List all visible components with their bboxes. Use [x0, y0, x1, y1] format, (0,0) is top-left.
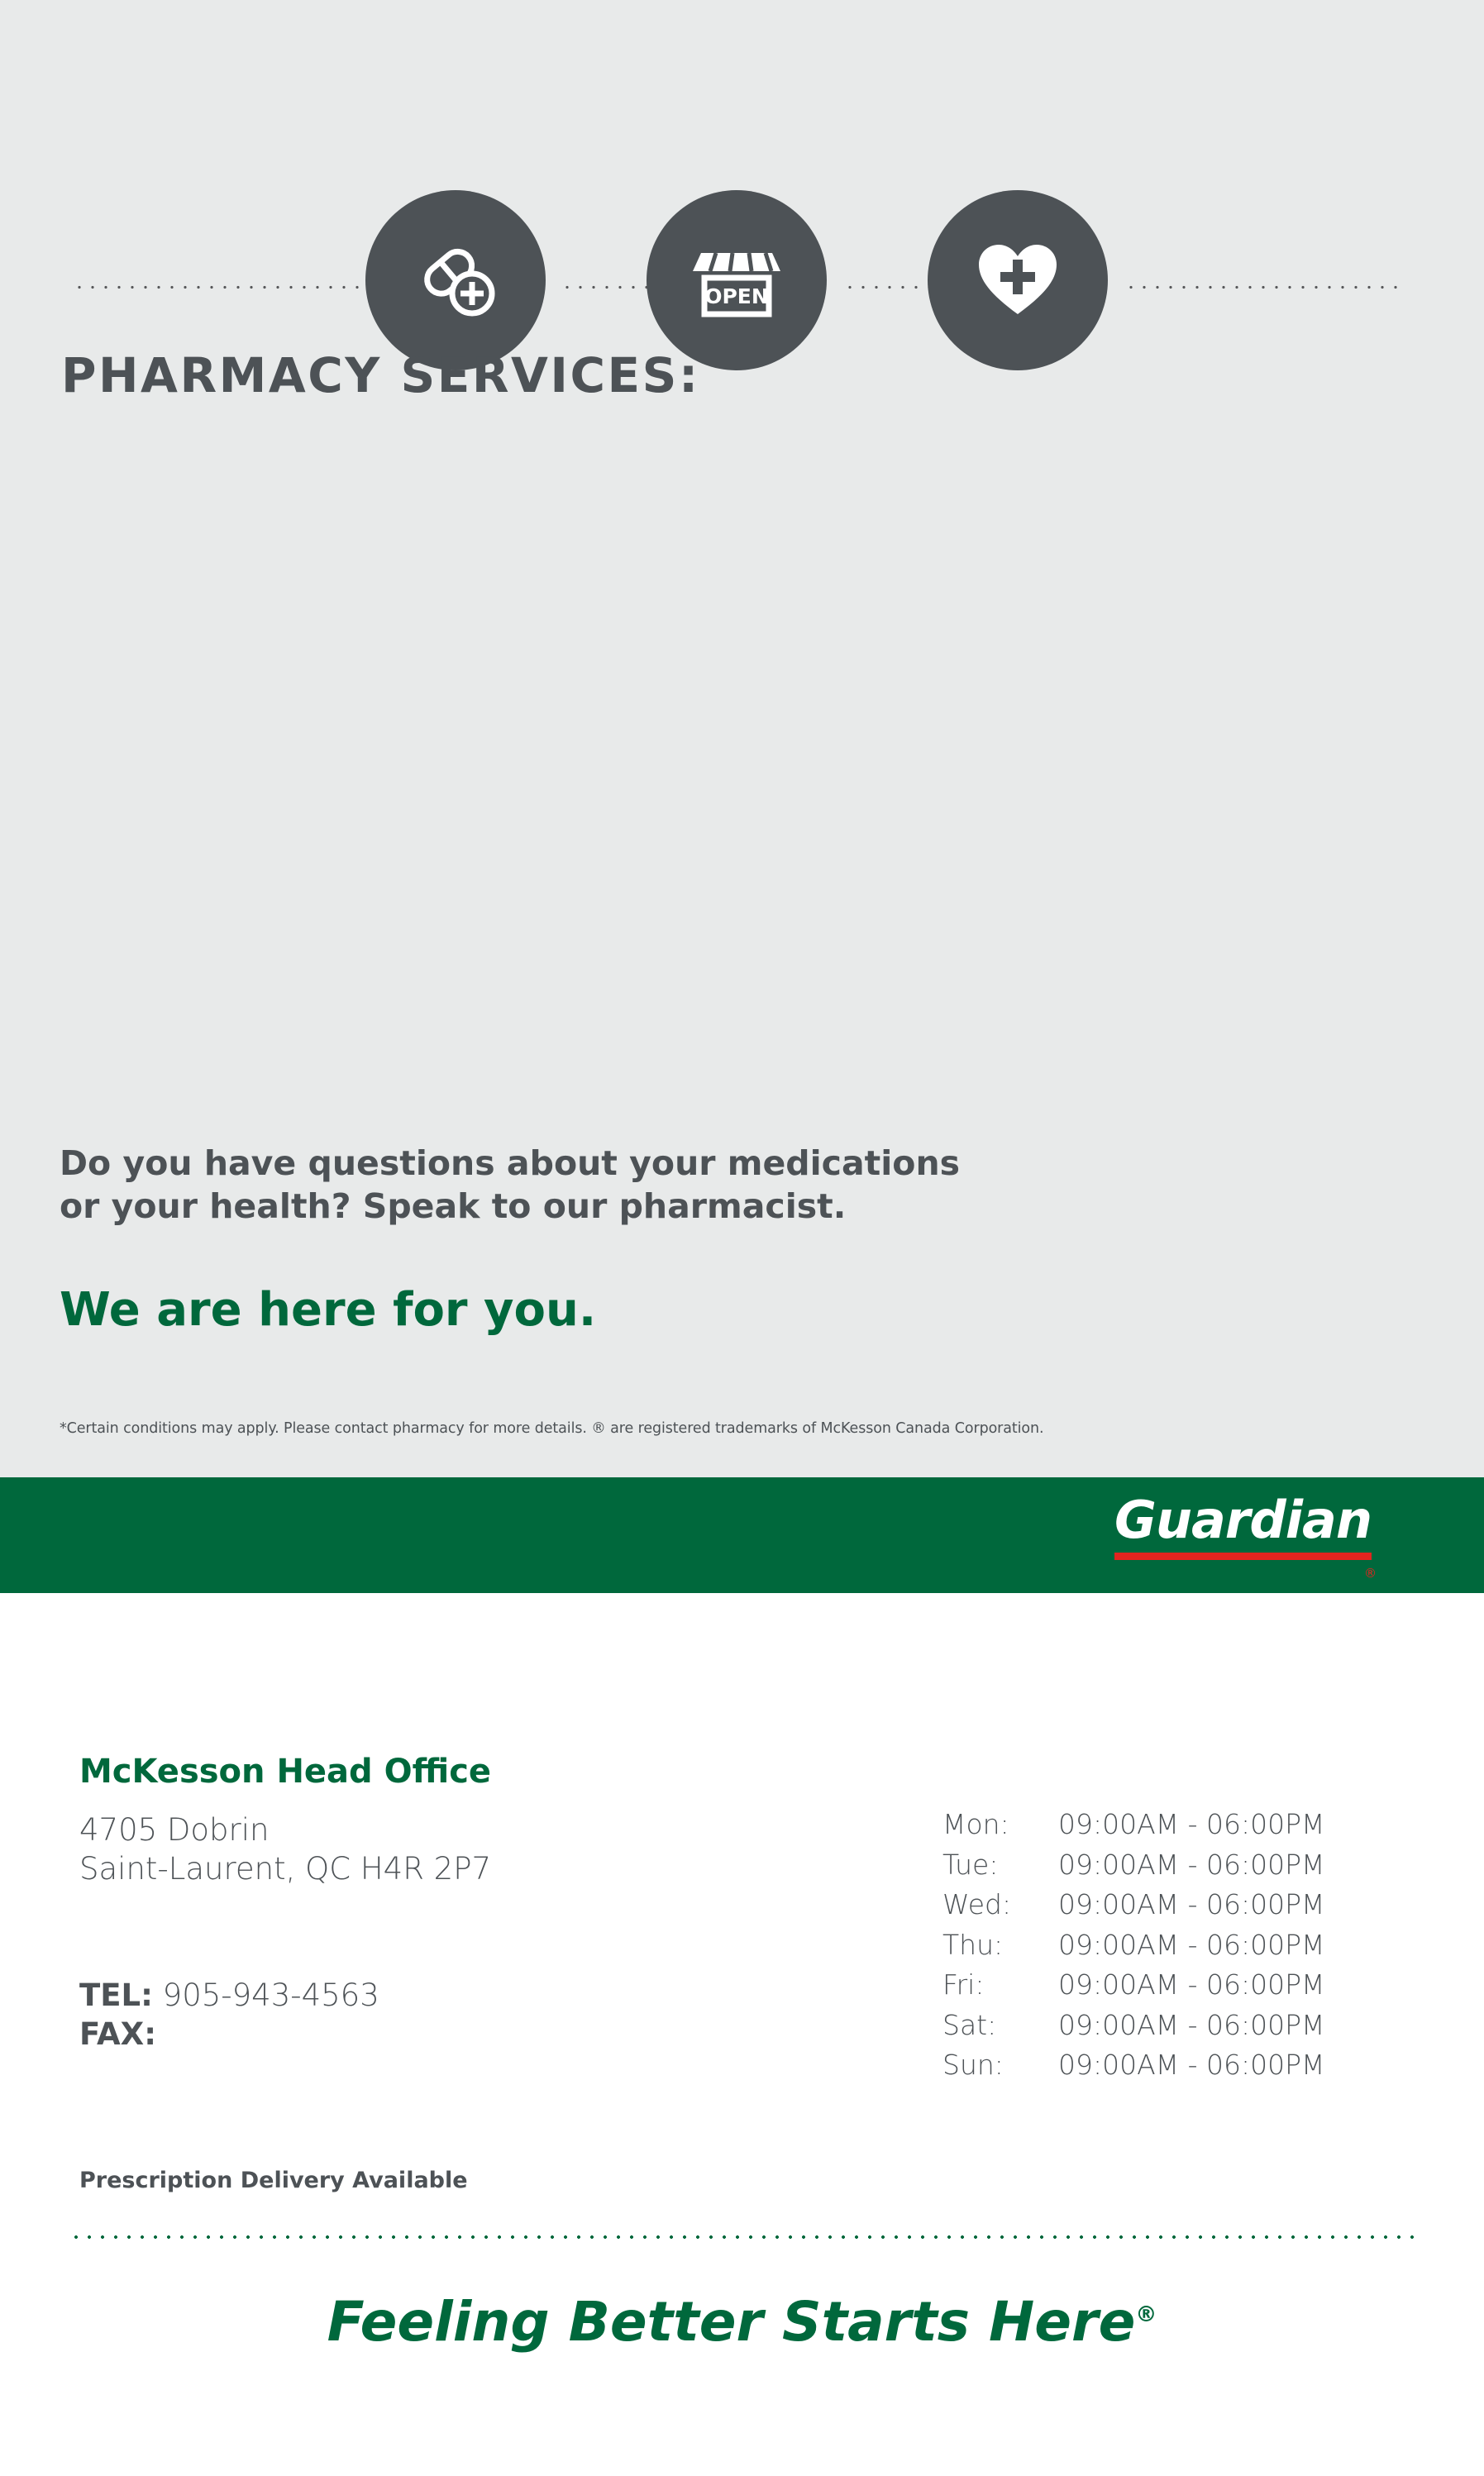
- pill-plus-icon: [365, 190, 546, 370]
- guardian-wordmark: Guardian: [1114, 1490, 1372, 1550]
- telephone-row: [79, 1976, 379, 2015]
- dotted-line-left: [73, 285, 362, 289]
- hours-day: Sun:: [942, 2049, 1004, 2081]
- dotted-line-right: [1124, 285, 1405, 289]
- guardian-logo: [1114, 1490, 1372, 1560]
- hours-row: [942, 2045, 1325, 2086]
- disclaimer-text: *Certain conditions may apply. Please contact pharmacy for more details. ® are registered trademarks of McKesson Canada Corporation.: [60, 1420, 1044, 1437]
- store-address: [79, 1810, 491, 1889]
- hours-time: 09:00AM - 06:00PM: [1058, 2049, 1325, 2081]
- address-line-2: Saint-Laurent, QC H4R 2P7: [79, 1851, 492, 1887]
- hours-row: [942, 2006, 1325, 2046]
- icon-strip: [0, 98, 1484, 308]
- hours-time: 09:00AM - 06:00PM: [1058, 1808, 1325, 1840]
- hours-row: [942, 1845, 1325, 1886]
- questions-block: [60, 1143, 1233, 1228]
- headline-here-for-you: We are here for you.: [60, 1283, 597, 1337]
- delivery-note: Prescription Delivery Available: [79, 2168, 468, 2193]
- tagline-registered-mark: ®: [1135, 2302, 1157, 2327]
- hours-row: [942, 1805, 1325, 1845]
- hours-day: Tue:: [942, 1848, 999, 1881]
- fax-label: FAX:: [79, 2016, 156, 2053]
- bottom-dotted-divider: [69, 2235, 1414, 2240]
- questions-line-2: or your health? Speak to our pharmacist.: [60, 1186, 847, 1226]
- page-title: PHARMACY SERVICES:: [61, 347, 700, 403]
- telephone-value: 905-943-4563: [162, 1977, 379, 2013]
- dotted-line-between-1-2: [561, 285, 651, 289]
- telephone-label: TEL:: [79, 1977, 153, 2013]
- store-open-icon: [647, 190, 827, 370]
- hours-day: Fri:: [942, 1968, 985, 2001]
- guardian-underline: [1114, 1553, 1372, 1560]
- dotted-line-between-2-3: [843, 285, 934, 289]
- footer-tagline: [0, 2290, 1484, 2354]
- hours-day: Mon:: [942, 1808, 1009, 1840]
- store-hours: [942, 1805, 1325, 2086]
- fax-row: [79, 2015, 379, 2054]
- address-line-1: 4705 Dobrin: [79, 1812, 270, 1848]
- hours-row: [942, 1925, 1325, 1966]
- hours-time: 09:00AM - 06:00PM: [1058, 1848, 1325, 1881]
- hours-time: 09:00AM - 06:00PM: [1058, 1928, 1325, 1961]
- guardian-registered-mark: ®: [1364, 1566, 1377, 1581]
- svg-text:OPEN: OPEN: [704, 284, 769, 308]
- hours-day: Thu:: [942, 1928, 1004, 1961]
- hours-day: Sat:: [942, 2008, 997, 2041]
- hours-time: 09:00AM - 06:00PM: [1058, 1968, 1325, 2001]
- hours-row: [942, 1965, 1325, 2006]
- store-name: McKesson Head Office: [79, 1753, 492, 1791]
- hours-day: Wed:: [942, 1888, 1012, 1920]
- store-contact: [79, 1976, 379, 2054]
- hours-time: 09:00AM - 06:00PM: [1058, 1888, 1325, 1920]
- questions-line-1: Do you have questions about your medications: [60, 1143, 961, 1183]
- hours-row: [942, 1885, 1325, 1925]
- heart-plus-icon: [928, 190, 1108, 370]
- hours-time: 09:00AM - 06:00PM: [1058, 2008, 1325, 2041]
- tagline-text: Feeling Better Starts Here: [327, 2290, 1136, 2354]
